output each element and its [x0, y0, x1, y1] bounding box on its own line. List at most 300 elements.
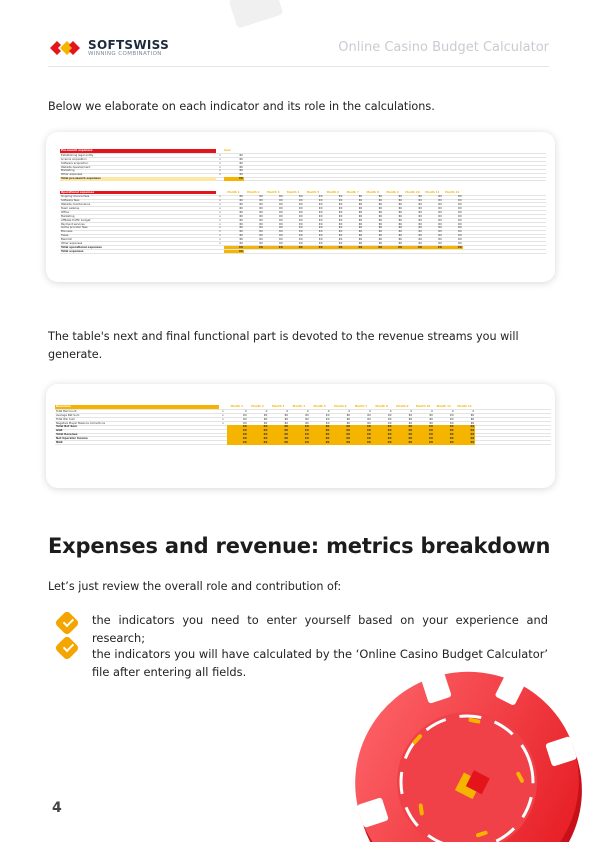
table-cell: €0	[438, 202, 442, 207]
table-cell: €0	[429, 416, 433, 421]
table-cell: €0	[239, 172, 243, 177]
table-cell: €0	[398, 213, 403, 218]
table-cell: €0	[239, 202, 243, 207]
table-cell: €0	[263, 412, 268, 417]
table-cell: €0	[458, 229, 462, 234]
table-cell: €0	[408, 420, 413, 425]
table-cell: €0	[429, 412, 433, 417]
table-cell: €0	[398, 240, 403, 245]
table-cell: €0	[458, 209, 462, 214]
table-cell: €0	[378, 217, 383, 222]
table-cell: €0	[330, 425, 351, 429]
table-cell: €0	[248, 433, 269, 437]
table-cell: €0	[239, 240, 243, 245]
document-title: Online Casino Budget Calculator	[338, 40, 549, 55]
table-header-cell: Month 8	[375, 404, 388, 409]
table-cell: €0	[239, 205, 243, 210]
softswiss-logo-icon	[48, 38, 82, 58]
table-cell: €0	[259, 213, 263, 218]
table-cell: €0	[319, 233, 323, 238]
table-cell: €0	[398, 217, 403, 222]
table-cell: €0	[243, 420, 247, 425]
table-cell: €0	[378, 202, 383, 207]
table-header-cell: Month 12	[457, 404, 472, 409]
table-cell: 0	[431, 408, 433, 413]
dropdown-arrow-icon: ▾	[219, 218, 221, 222]
table-cell: Other expenses	[61, 241, 83, 245]
table-total-row	[55, 441, 551, 445]
table-cell: €0	[372, 441, 393, 445]
table-cell: €0	[323, 246, 343, 250]
table-header-cell: Month 11	[436, 404, 451, 409]
table-cell: €0	[413, 425, 434, 429]
table-cell: €0	[450, 412, 454, 417]
table-header-cell: Sum	[224, 148, 231, 153]
table-cell: €0	[279, 240, 283, 245]
table-cell: €0	[310, 429, 331, 433]
table-header-cell: Month 11	[425, 189, 440, 194]
bullet-text: the indicators you will have calculated by the ‘Online Casino Budget Calculator’ file after entering all fields.	[92, 647, 548, 679]
table-cell: €0	[299, 209, 303, 214]
table-header-cell: Month 2	[247, 189, 260, 194]
table-cell: €0	[299, 240, 303, 245]
table-cell: €0	[259, 194, 263, 199]
table-cell: €0	[351, 425, 372, 429]
chevron-bullet-icon	[54, 610, 79, 635]
table-cell: €0	[259, 202, 263, 207]
table-cell: €0	[393, 429, 414, 433]
table-cell: €0	[393, 441, 414, 445]
dropdown-arrow-icon: ▾	[222, 413, 224, 417]
table-cell: €0	[299, 221, 303, 226]
table-cell: Affiliate traffic budget	[61, 218, 91, 222]
table-cell: €0	[259, 229, 263, 234]
table-header-cell: Month 12	[445, 189, 460, 194]
dropdown-arrow-icon: ▾	[219, 169, 221, 173]
table-header-cell: Month 9	[386, 189, 399, 194]
table-cell: €0	[259, 225, 263, 230]
table-cell: €0	[263, 420, 268, 425]
table-cell: €0	[299, 229, 303, 234]
table-cell: Total pre-launch expenses	[60, 177, 216, 181]
table-cell: €0	[239, 233, 243, 238]
table-cell: €0	[458, 221, 462, 226]
table-cell: Marketing	[61, 214, 75, 218]
table-cell: €0	[319, 221, 323, 226]
table-cell: €0	[398, 229, 403, 234]
table-cell: €0	[418, 225, 422, 230]
table-cell: €0	[338, 225, 343, 230]
table-total-row	[60, 250, 546, 254]
table-cell: €0	[455, 425, 476, 429]
table-cell: €0	[351, 429, 372, 433]
table-cell: €0	[279, 237, 283, 242]
table-cell: €0	[418, 237, 422, 242]
table-cell: €0	[284, 412, 289, 417]
table-cell: €0	[244, 246, 264, 250]
table-cell: €0	[279, 209, 283, 214]
table-cell: €0	[338, 205, 343, 210]
table-cell: €0	[299, 194, 303, 199]
table-cell: €0	[338, 229, 343, 234]
table-cell: €0	[438, 213, 442, 218]
dropdown-arrow-icon: ▾	[219, 238, 221, 242]
table-cell: Software fees	[61, 199, 80, 203]
table-cell: €0	[358, 202, 363, 207]
table-cell: €0	[367, 412, 371, 417]
table-cell: €0	[239, 213, 243, 218]
table-cell: 0	[327, 408, 330, 413]
table-cell: €0	[418, 202, 422, 207]
expenses-spreadsheet	[60, 149, 546, 254]
table-cell: €0	[434, 429, 455, 433]
table-cell: €0	[363, 246, 383, 250]
table-cell: €0	[338, 198, 343, 203]
page-number: 4	[52, 800, 62, 816]
table-cell: Net Operator Income	[56, 437, 88, 441]
table-cell: €0	[434, 441, 455, 445]
table-cell: €0	[284, 416, 289, 421]
table-cell: €0	[393, 433, 414, 437]
table-cell: €0	[239, 221, 243, 226]
table-cell: €0	[319, 217, 323, 222]
table-cell: €0	[279, 198, 283, 203]
table-cell: €0	[458, 198, 462, 203]
table-cell: €0	[455, 437, 476, 441]
table-cell: €0	[418, 209, 422, 214]
dropdown-arrow-icon: ▾	[219, 153, 221, 157]
table-cell: €0	[330, 437, 351, 441]
table-cell: €0	[299, 213, 303, 218]
table-cell: €0	[343, 246, 363, 250]
table-cell: €0	[227, 437, 248, 441]
table-cell: €0	[239, 152, 243, 157]
table-header-cell: Revenues	[55, 405, 219, 409]
table-cell: €0	[393, 437, 414, 441]
table-cell: €0	[319, 240, 323, 245]
table-cell: €0	[259, 240, 263, 245]
table-cell: €0	[305, 412, 309, 417]
table-cell: €0	[279, 229, 283, 234]
table-cell: €0	[346, 420, 351, 425]
table-header-cell: Operational expenses	[60, 191, 216, 195]
table-header-cell: Month 4	[286, 189, 300, 194]
table-cell: €0	[289, 429, 310, 433]
casino-chip-illustration	[255, 652, 595, 842]
table-cell: €0	[239, 237, 243, 242]
table-cell: €0	[458, 237, 462, 242]
table-header-cell: Month 4	[292, 404, 306, 409]
table-cell: €0	[378, 205, 383, 210]
table-header-cell: Month 10	[415, 404, 431, 409]
table-cell: €0	[319, 213, 323, 218]
bullet-item	[56, 612, 548, 647]
table-cell: €0	[367, 416, 371, 421]
table-cell: €0	[330, 441, 351, 445]
table-cell: €0	[378, 229, 383, 234]
table-cell: €0	[279, 213, 283, 218]
table-cell: €0	[398, 202, 403, 207]
table-cell: €0	[279, 202, 283, 207]
table-cell: Total expenses	[61, 249, 84, 253]
table-cell: €0	[378, 233, 383, 238]
table-cell: €0	[268, 429, 289, 433]
table-cell: €0	[372, 425, 393, 429]
table-cell: €0	[398, 198, 403, 203]
table-cell: €0	[338, 202, 343, 207]
table-cell: €0	[367, 420, 371, 425]
table-cell: €0	[319, 237, 323, 242]
table-cell: €0	[239, 168, 243, 173]
table-header-cell: Month 3	[271, 404, 285, 409]
table-cell: €0	[351, 441, 372, 445]
table-cell: €0	[434, 437, 455, 441]
table-cell: Total Bet Sum	[56, 425, 78, 429]
table-cell: €0	[470, 420, 475, 425]
table-cell: 0	[451, 408, 454, 413]
table-cell: €0	[358, 233, 363, 238]
table-cell: €0	[423, 246, 443, 250]
table-cell: €0	[338, 209, 343, 214]
table-cell: 0	[472, 408, 475, 413]
dropdown-arrow-icon: ▾	[219, 230, 221, 234]
table-cell: €0	[243, 416, 247, 421]
table-cell: €0	[358, 194, 363, 199]
table-cell: €0	[243, 412, 247, 417]
table-cell: €0	[351, 437, 372, 441]
table-cell: €0	[418, 240, 422, 245]
table-cell: €0	[289, 437, 310, 441]
table-cell: €0	[378, 225, 383, 230]
table-cell: Game provider fees	[61, 226, 88, 230]
table-cell: €0	[413, 429, 434, 433]
table-cell: GGR	[56, 429, 63, 433]
table-cell: €0	[378, 240, 383, 245]
table-cell: €0	[458, 213, 462, 218]
table-cell: €0	[338, 194, 343, 199]
table-cell: €0	[304, 246, 324, 250]
dropdown-arrow-icon: ▾	[219, 173, 221, 177]
dropdown-arrow-icon: ▾	[219, 161, 221, 165]
table-cell: Total Revenue	[56, 433, 78, 437]
dropdown-arrow-icon: ▾	[222, 417, 224, 421]
table-cell: €0	[408, 412, 413, 417]
table-cell: €0	[299, 205, 303, 210]
table-cell: €0	[330, 429, 351, 433]
table-cell: €0	[434, 433, 455, 437]
table-cell: 0	[307, 408, 309, 413]
dropdown-arrow-icon: ▾	[219, 234, 221, 238]
table-cell: Bankroll	[61, 238, 72, 242]
table-cell: €0	[458, 217, 462, 222]
intro-paragraph: Below we elaborate on each indicator and its role in the calculations.	[48, 100, 435, 113]
table-cell: €0	[358, 229, 363, 234]
table-cell: €0	[438, 240, 442, 245]
table-cell: €0	[319, 194, 323, 199]
table-cell: €0	[284, 246, 304, 250]
table-cell: €0	[248, 429, 269, 433]
table-cell: €0	[224, 177, 244, 181]
logo-name: SOFTSWISS	[88, 37, 170, 52]
dropdown-arrow-icon: ▾	[219, 210, 221, 214]
table-cell: €0	[330, 433, 351, 437]
table-cell: €0	[227, 433, 248, 437]
table-cell: €0	[310, 433, 331, 437]
table-cell: €0	[408, 416, 413, 421]
table-cell: €0	[372, 433, 393, 437]
table-cell: Negative Player Balance Corrections	[56, 421, 106, 425]
table-cell: €0	[239, 225, 243, 230]
table-cell: €0	[310, 437, 331, 441]
dropdown-arrow-icon: ▾	[219, 165, 221, 169]
table-cell: €0	[455, 441, 476, 445]
softswiss-logo	[48, 38, 169, 58]
table-cell: €0	[319, 209, 323, 214]
table-cell: €0	[438, 198, 442, 203]
table-cell: €0	[458, 194, 462, 199]
table-cell: €0	[268, 437, 289, 441]
table-header-cell: Month 7	[354, 404, 368, 409]
table-header-cell: Month 2	[251, 404, 264, 409]
table-cell: €0	[398, 205, 403, 210]
table-header-cell: Month 1	[227, 189, 240, 194]
table-cell: €0	[310, 425, 331, 429]
table-total-row	[60, 178, 546, 182]
table-header-cell: Month 5	[313, 404, 326, 409]
table-cell: Marketing	[61, 169, 75, 173]
table-cell: Payment services	[61, 222, 85, 226]
dropdown-arrow-icon: ▾	[222, 409, 224, 413]
table-cell: €0	[326, 420, 330, 425]
table-cell: Office	[61, 210, 69, 214]
table-cell: €0	[351, 433, 372, 437]
dropdown-arrow-icon: ▾	[219, 226, 221, 230]
table-cell: €0	[455, 433, 476, 437]
bullet-text: the indicators you need to enter yourself based on your experience and research;	[92, 613, 548, 645]
table-cell: €0	[248, 441, 269, 445]
table-header-cell: Month 6	[326, 189, 340, 194]
table-cell: €0	[299, 237, 303, 242]
table-cell: €0	[299, 198, 303, 203]
table-cell: Software acquisition	[61, 161, 89, 165]
table-cell: €0	[403, 246, 423, 250]
table-cell: €0	[438, 233, 442, 238]
table-cell: €0	[418, 194, 422, 199]
table-cell: €0	[443, 246, 463, 250]
table-cell: €0	[264, 246, 284, 250]
table-cell: €0	[398, 237, 403, 242]
table-cell: €0	[263, 416, 268, 421]
table-cell: €0	[418, 229, 422, 234]
table-cell: €0	[378, 237, 383, 242]
table-cell: €0	[393, 425, 414, 429]
table-cell: €0	[358, 198, 363, 203]
table-cell: €0	[458, 233, 462, 238]
table-cell: Taxes	[61, 234, 69, 238]
table-cell: 0	[410, 408, 413, 413]
table-cell: €0	[438, 229, 442, 234]
table-cell: €0	[418, 217, 422, 222]
table-cell: Website maintenance	[61, 203, 91, 207]
table-header-cell: Month 9	[396, 404, 409, 409]
table-cell: €0	[338, 213, 343, 218]
table-cell: €0	[358, 213, 363, 218]
table-cell: €0	[268, 425, 289, 429]
table-cell: €0	[248, 437, 269, 441]
table-header-cell: Month 5	[306, 189, 320, 194]
table-cell: €0	[358, 217, 363, 222]
table-cell: €0	[358, 209, 363, 214]
table-cell: €0	[372, 429, 393, 433]
table-cell: €0	[259, 198, 263, 203]
table-cell: €0	[398, 225, 403, 230]
table-cell: €0	[259, 237, 263, 242]
table-cell: €0	[372, 437, 393, 441]
table-cell: Average Bet Sum	[56, 413, 80, 417]
table-header-cell: Month 10	[405, 189, 420, 194]
table-cell: €0	[248, 425, 269, 429]
table-cell: €0	[227, 429, 248, 433]
table-cell: €0	[455, 429, 476, 433]
table-cell: €0	[438, 221, 442, 226]
table-cell: €0	[319, 202, 323, 207]
table-cell: €0	[388, 416, 392, 421]
table-cell: €0	[378, 194, 383, 199]
table-cell: Total Bet Count	[56, 409, 77, 413]
chevron-bullet-icon	[54, 635, 79, 660]
table-cell: €0	[259, 205, 263, 210]
table-header-cell: Pre-launch expenses	[60, 149, 216, 153]
table-cell: 0	[389, 408, 392, 413]
table-cell: Team salaries	[61, 206, 80, 210]
table-cell: €0	[438, 237, 442, 242]
table-cell: €0	[326, 412, 330, 417]
table-cell: €0	[458, 205, 462, 210]
section-heading: Expenses and revenue: metrics breakdown	[48, 534, 551, 558]
table-cell: €0	[358, 225, 363, 230]
table-cell: €0	[319, 205, 323, 210]
table-cell: €0	[434, 425, 455, 429]
table-cell: €0	[289, 441, 310, 445]
dropdown-arrow-icon: ▾	[219, 157, 221, 161]
revenue-spreadsheet	[55, 405, 551, 445]
table-cell: €0	[279, 205, 283, 210]
table-cell: €0	[418, 233, 422, 238]
table-cell: €0	[470, 412, 475, 417]
table-cell: 0	[265, 408, 268, 413]
revenue-table-card	[46, 384, 555, 488]
dropdown-arrow-icon: ▾	[219, 214, 221, 218]
table-cell: €0	[388, 412, 392, 417]
table-cell: €0	[378, 221, 383, 226]
table-cell: €0	[289, 433, 310, 437]
expenses-table-card	[46, 132, 555, 282]
table-cell: €0	[418, 198, 422, 203]
table-cell: €0	[268, 441, 289, 445]
table-cell: €0	[239, 164, 243, 169]
table-cell: €0	[326, 416, 330, 421]
table-cell: €0	[378, 213, 383, 218]
table-cell: €0	[429, 420, 433, 425]
table-cell: €0	[438, 209, 442, 214]
table-cell: Bonuses	[61, 230, 73, 234]
table-cell: 0	[348, 408, 351, 413]
table-header-cell: Month 1	[230, 404, 244, 409]
table-cell: €0	[346, 416, 351, 421]
table-cell: €0	[319, 198, 323, 203]
table-cell: €0	[346, 412, 351, 417]
header-divider	[48, 66, 549, 67]
